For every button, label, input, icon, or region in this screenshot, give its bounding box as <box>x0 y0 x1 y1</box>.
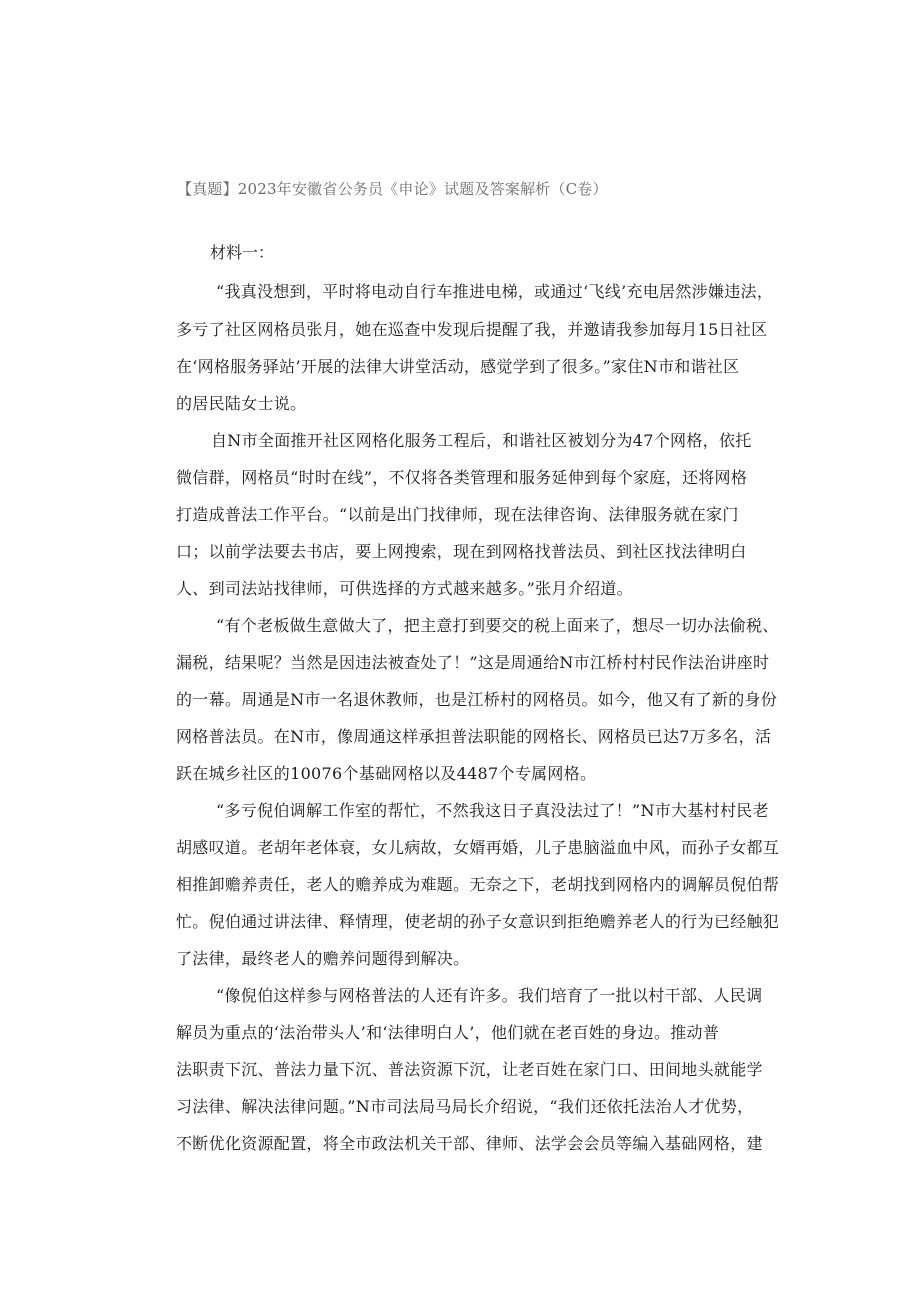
paragraph-line: “像倪伯这样参与网格普法的人还有许多。我们培育了一批以村干部、人民调 <box>216 986 763 1005</box>
paragraph-line: 解员为重点的‘法治带头人’和‘法律明白人’，他们就在老百姓的身边。推动普 <box>176 1023 720 1042</box>
paragraph-line: 跃在城乡社区的10076个基础网格以及4487个专属网格。 <box>176 764 597 783</box>
document-title: 【真题】2023年安徽省公务员《申论》试题及答案解析（C卷） <box>177 180 608 198</box>
paragraph-line: 口；以前学法要去书店，要上网搜索，现在到网格找普法员、到社区找法律明白 <box>176 542 747 561</box>
paragraph-line: 的居民陆女士说。 <box>176 394 307 413</box>
paragraph-line: “多亏倪伯调解工作室的帮忙，不然我这日子真没法过了！”N市大基村村民老 <box>216 801 769 820</box>
paragraph-line: 不断优化资源配置，将全市政法机关干部、律师、法学会会员等编入基础网格，建 <box>176 1134 763 1153</box>
paragraph-line: 微信群，网格员“时时在线”，不仅将各类管理和服务延伸到每个家庭，还将网格 <box>176 468 748 487</box>
paragraph-line: 的一幕。周通是N市一名退休教师，也是江桥村的网格员。如今，他又有了新的身份 <box>176 690 778 709</box>
paragraph-line: 习法律、解决法律问题。”N市司法局马局长介绍说，“我们还依托法治人才优势， <box>176 1097 754 1116</box>
paragraph-line: 多亏了社区网格员张月，她在巡查中发现后提醒了我，并邀请我参加每月15日社区 <box>176 320 768 339</box>
material-label: 材料一： <box>210 243 275 262</box>
paragraph-line: 相推卸赡养责任，老人的赡养成为难题。无奈之下，老胡找到网格内的调解员倪伯帮 <box>176 875 780 894</box>
paragraph-line: “我真没想到，平时将电动自行车推进电梯，或通过‘飞线’充电居然涉嫌违法， <box>216 282 774 301</box>
paragraph-line: 人、到司法站找律师，可供选择的方式越来越多。”张月介绍道。 <box>176 579 633 598</box>
paragraph-line: 自N市全面推开社区网格化服务工程后，和谐社区被划分为47个网格，依托 <box>211 431 752 450</box>
paragraph-line: “有个老板做生意做大了，把主意打到要交的税上面来了，想尽一切办法偷税、 <box>216 616 779 635</box>
paragraph-line: 打造成普法工作平台。“以前是出门找律师，现在法律咨询、法律服务就在家门 <box>176 505 739 524</box>
paragraph-line: 漏税，结果呢？当然是因违法被查处了！”这是周通给N市江桥村村民作法治讲座时 <box>176 653 770 672</box>
paragraph-line: 法职责下沉、普法力量下沉、普法资源下沉，让老百姓在家门口、田间地头就能学 <box>176 1060 763 1079</box>
paragraph-line: 忙。倪伯通过讲法律、释情理，使老胡的孙子女意识到拒绝赡养老人的行为已经触犯 <box>176 912 780 931</box>
paragraph-line: 网格普法员。在N市，像周通这样承担普法职能的网格长、网格员已达7万多名，活 <box>176 727 772 746</box>
paragraph-line: 在‘网格服务驿站’开展的法律大讲堂活动，感觉学到了很多。”家住N市和谐社区 <box>176 357 740 376</box>
paragraph-line: 胡感叹道。老胡年老体衰，女儿病故，女婿再婚，儿子患脑溢血中风，而孙子女都互 <box>176 838 780 857</box>
paragraph-line: 了法律，最终老人的赡养问题得到解决。 <box>176 949 470 968</box>
